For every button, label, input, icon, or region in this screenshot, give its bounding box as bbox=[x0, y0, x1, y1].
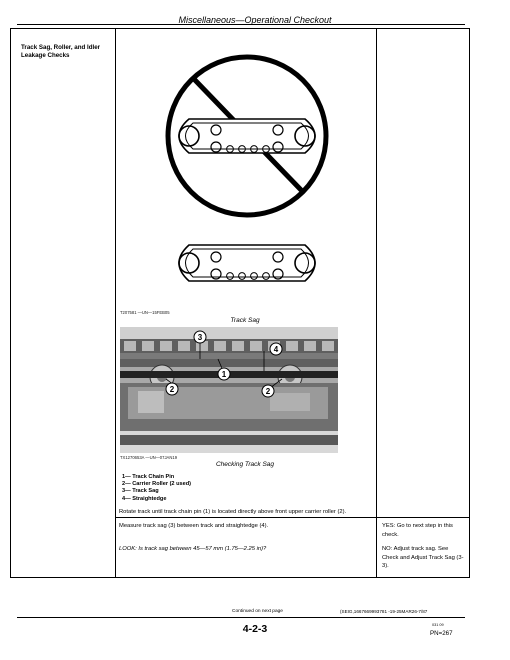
svg-text:4: 4 bbox=[273, 345, 279, 354]
column-divider-left bbox=[115, 28, 116, 577]
pn-label: PN=267 bbox=[430, 630, 453, 637]
footer-rule bbox=[17, 617, 465, 618]
figure-caption-checking: Checking Track Sag bbox=[215, 461, 275, 468]
svg-text:2: 2 bbox=[169, 385, 175, 394]
legend-item: 2— Carrier Roller (2 used) bbox=[122, 481, 192, 488]
svg-text:1: 1 bbox=[221, 370, 227, 379]
checking-track-sag-photo bbox=[120, 327, 338, 453]
figure-ref-track-sag: T207581 —UN—15FEB05 bbox=[120, 310, 170, 315]
legend-item: 1— Track Chain Pin bbox=[122, 474, 175, 480]
svg-text:2: 2 bbox=[265, 387, 271, 396]
step-look-text: LOOK: Is track sag between 45—57 mm (1.75—2.25 in)? bbox=[119, 546, 267, 552]
step-measure-text: Measure track sag (3) between track and straightedge (4). bbox=[119, 523, 269, 529]
document-id: (SEIG,1667669993781 -19-25MAR26-7/87 bbox=[340, 609, 428, 614]
callout-1 bbox=[218, 368, 230, 380]
svg-text:3: 3 bbox=[197, 333, 203, 342]
header-rule bbox=[17, 24, 465, 25]
legend bbox=[122, 474, 322, 503]
callout-3 bbox=[194, 331, 206, 343]
column-divider-right bbox=[376, 28, 377, 577]
legend-item: 3— Track Sag bbox=[122, 488, 159, 495]
callout-4 bbox=[270, 343, 282, 355]
legend-item: 4— Straightedge bbox=[122, 495, 167, 502]
row-divider bbox=[115, 517, 470, 518]
incorrect-track-link bbox=[179, 119, 315, 153]
upper-track-chain bbox=[120, 339, 338, 367]
correct-track-link bbox=[179, 245, 315, 281]
page-number: 4-2-3 bbox=[242, 623, 268, 635]
answer-no-text: NO: Adjust track sag. See Check and Adjust Track Sag (3-3). bbox=[382, 546, 464, 570]
figure-caption-track-sag: Track Sag bbox=[230, 317, 260, 324]
figure-ref-checking: TX1270653A —UN—07JAN19 bbox=[120, 455, 178, 460]
section-title: Track Sag, Roller, and Idler Leakage Checks bbox=[21, 44, 101, 59]
page-title: Miscellaneous—Operational Checkout bbox=[178, 15, 332, 25]
track-sag-figure bbox=[155, 52, 345, 302]
step-rotate-text: Rotate track until track chain pin (1) is located directly above front upper carrier roller (2). bbox=[119, 509, 347, 515]
continued-note: Continued on next page bbox=[232, 609, 283, 614]
footer-small-code: 031 09 bbox=[432, 623, 444, 627]
callout-2-left bbox=[166, 383, 178, 395]
answer-yes-text: YES: Go to next step in this check. bbox=[382, 523, 453, 538]
callout-2-right bbox=[262, 385, 274, 397]
